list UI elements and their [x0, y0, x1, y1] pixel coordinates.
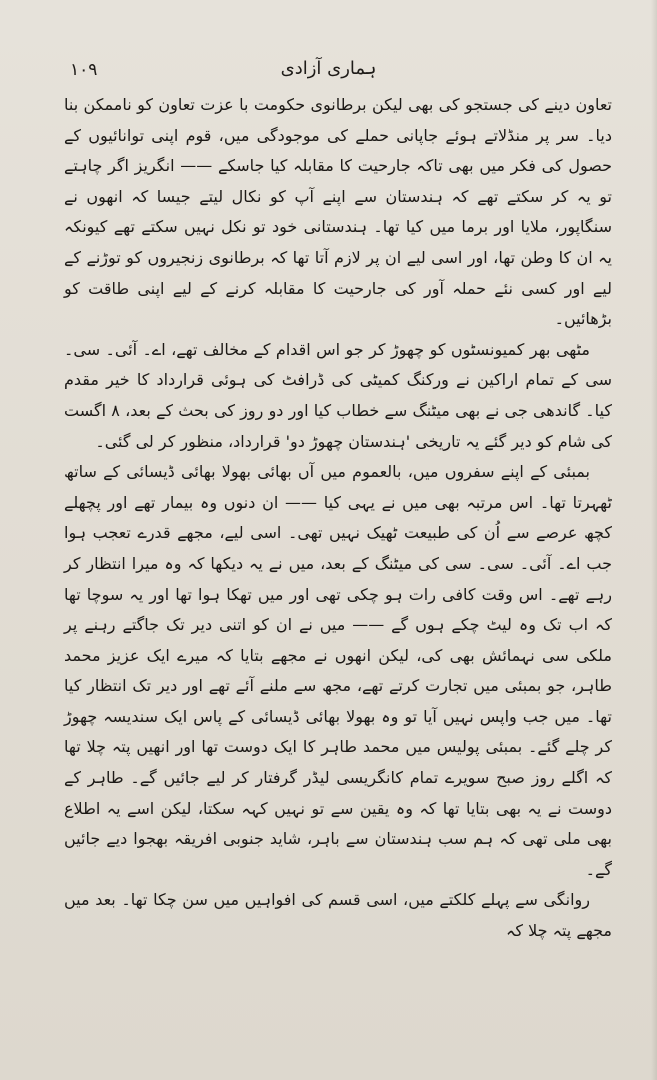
- page-header: [0, 58, 657, 88]
- paragraph: مٹھی بھر کمیونسٹوں کو چھوڑ کر جو اس اقدام کے مخالف تھے، اے۔ آئی۔ سی۔ سی کے تمام اراکین نے ورکنگ کمیٹی کی ڈرافٹ کی ہوئی قرارداد کا خیر مقدم کیا۔ گاندھی جی نے بھی میٹنگ سے خطاب کیا اور دو روز کی بحث کے بعد، ۸ اگست کی شام کو دیر گئے یہ تاریخی 'ہندستان چھوڑ دو' قرارداد، منظور کر لی گئی۔: [64, 339, 613, 451]
- paragraph: بمبئی کے اپنے سفروں میں، بالعموم میں آں بھائی بھولا بھائی ڈیسائی کے ساتھ ٹھہرتا تھا۔ اس مرتبہ بھی میں نے یہی کیا —— ان دنوں وہ بیمار تھے اور پچھلے کچھ عرصے سے اُن کی طبیعت ٹھیک نہیں تھی۔ اسی لیے، مجھے قدرے تعجب ہوا جب اے۔ آئی۔ سی۔ سی کی میٹنگ کے بعد، میں نے یہ دیکھا کہ وہ میرا انتظار کر رہے تھے۔ اس وقت کافی رات ہو چکی تھی اور میں تھکا ہوا تھا اور یہ سوچا تھا کہ اب تک وہ لیٹ چکے ہوں گے —— میں نے ان کو اتنی دیر تک جاگتے رہنے پر ملکی سی نہمائش بھی کی، لیکن انھوں نے مجھے بتایا کہ میرے ایک عزیز محمد طاہر، جو بمبئی میں تجارت کرتے تھے، مجھ سے ملنے آئے تھے اور دیر تک انتظار کیا تھا۔ میں جب واپس نہیں آیا تو وہ بھولا بھائی ڈیسائی کے پاس ایک سندیسہ چھوڑ کر چلے گئے۔ بمبئی پولیس میں محمد طاہر کا ایک دوست تھا اور انھیں پتہ چلا تھا کہ اگلے روز صبح سویرے تمام کانگریسی لیڈر گرفتار کر لیے جائیں گے۔ طاہر کے دوست نے یہ بھی بتایا تھا کہ وہ یقین سے تو نہیں کہہ سکتا، لیکن اسے یہ اطلاع بھی ملی تھی کہ ہم سب ہندستان سے باہر، شاید جنوبی افریقہ بھجوا دیے جائیں گے۔: [64, 462, 612, 879]
- body-text: [64, 90, 612, 947]
- paragraph: تعاون دینے کی جستجو کی بھی لیکن برطانوی حکومت با عزت تعاون کو ناممکن بنا دیا۔ سر پر منڈلاتے ہوئے جاپانی حملے کی موجودگی میں، قوم اپنی توانائیوں کے حصول کی فکر میں بھی تاکہ جارحیت کا مقابلہ کیا جاسکے —— انگریز اگر چاہتے تو یہ کر سکتے تھے کہ ہندستان سے اپنے آپ کو نکال لیتے جیسا کہ انھوں نے سنگاپور، ملایا اور برما میں کیا تھا۔ ہندستانی خود تو نکل نہیں سکتے تھے کیونکہ یہ ان کا وطن تھا، اور اسی لیے ان پر لازم آتا تھا کہ برطانوی زنجیروں کو توڑنے کے لیے اور کسی نئے حملہ آور کی جارحیت کا مقابلہ کرنے کے لیے اپنی طاقت کو بڑھائیں۔: [64, 95, 612, 329]
- running-title: ہماری آزادی: [280, 58, 377, 79]
- paragraph: روانگی سے پہلے کلکتے میں، اسی قسم کی افواہیں میں سن چکا تھا۔ بعد میں مجھے پتہ چلا کہ: [64, 890, 612, 941]
- page-number: ١٠٩: [70, 60, 98, 80]
